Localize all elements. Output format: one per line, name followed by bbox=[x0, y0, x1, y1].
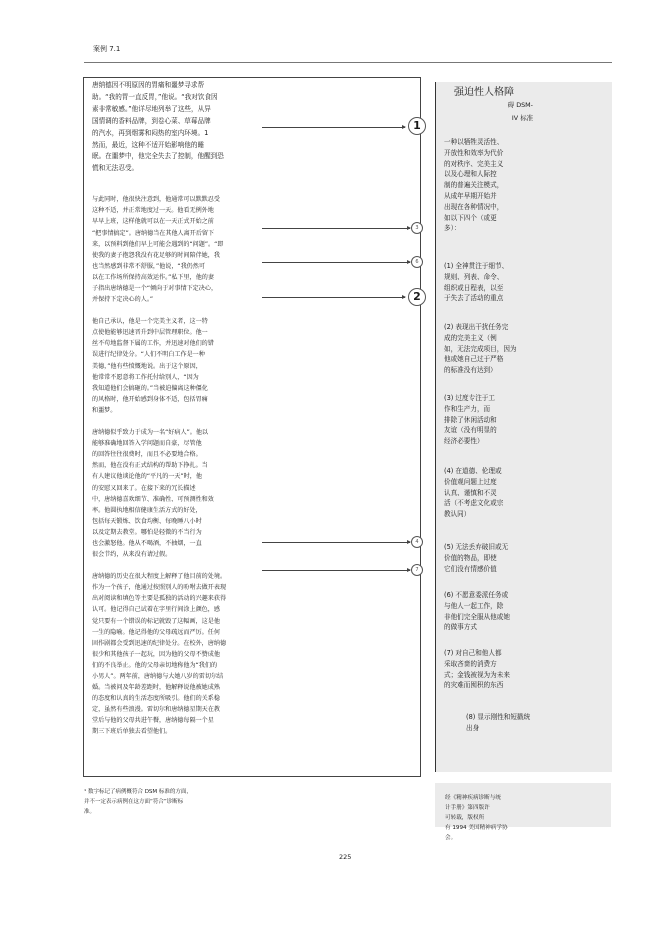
source-citation: 经《精神疾病诊断与统 计手册》第四版许 可转载，版权所 有 1994 美国精神病学协 会。 bbox=[445, 795, 508, 841]
criterion-1-text: (1) 全神贯注于细节、 规则、列表、命令、 组织或日程表，以至 于失去了活动的重点 bbox=[444, 262, 509, 303]
sidebar-title: 强迫性人格障 bbox=[454, 87, 514, 98]
arrow-to-criterion-6 bbox=[262, 262, 410, 263]
arrow-to-criterion-1 bbox=[262, 127, 405, 128]
narrative-paragraph-4: 唐纳德似乎致力于成为一名“好病人”。他以 能够准确地回答入学问题而自豪，尽管他 的回答往往很费时，而且不必要地合格。 然而，他在没有正式结构的帮助下挣扎。当 有人建议他谈论他的“平凡的一天”时，他 的安慰又回来了。在接下来的冗长描述 中，唐纳德喜欢细节、准确性、可预测性和效 率。他圆执地相信健康生活方式的好处， 包括每天锻炼、饮食均衡、每晚睡八小时 以及定期去教堂。哪怕是轻微的不当行为 也会激怒他。他从不喝酒，不抽烟，一直 很会节约，从来没有请过假。 bbox=[92, 429, 214, 559]
criterion-4-text: (4) 在道德、伦理或 价值观问题上过度 认真、谨慎和不灵 活（不考虑文化或宗 教认同） bbox=[444, 467, 504, 519]
criterion-1-callout: 1 bbox=[408, 117, 426, 135]
top-divider bbox=[84, 62, 612, 63]
arrow-to-criterion-2 bbox=[262, 297, 405, 298]
criterion-6-callout: 6 bbox=[411, 256, 423, 268]
arrow-to-criterion-4 bbox=[262, 542, 410, 543]
criterion-7-callout: 7 bbox=[411, 564, 423, 576]
criterion-5-text: (5) 无法丢弃破旧或无 价值的物品，即使 它们没有情感价值 bbox=[444, 543, 509, 573]
page-number: 225 bbox=[339, 853, 352, 861]
arrow-to-criterion-7 bbox=[262, 570, 410, 571]
narrative-paragraph-2: 与此同时，他很快注意到，他通常可以默默忍受 这种不适，并正常地度过一天。他看无例外地 早早上班，这样他就可以在一天正式开始之前 “把事情搞定”。唐纳德当在其他人离开后留下 来，以预料到他们早上可能会遇到的“问题”。“即 使我的妻子抱怨我没有花足够的时间陪伴她，我 也当然感到非常不舒服，”他说，“我仍然可 以在工作场所保持高效运作。”私下里，他的妻 子指出唐纳德是一个“倾向于对事情下定决心， 并保持下定决心的人。” bbox=[92, 196, 224, 304]
criterion-2-text: (2) 表现出干扰任务完 成的完美主义（例 如，无法完成项目，因为 他或她自己过于严格 的标准没有达到） bbox=[444, 323, 517, 375]
narrative-paragraph-1: 唐纳德因不明原因的胃痛和噩梦寻求帮 助。“我的胃一直反胃，”他说。“我对饮食因 素非常敏感。”他详尽地列举了这些，从异 国情调的香料品牌，到卷心菜、草莓品牌 的汽水，再到烟雾和闷热的室内环境。1 然而，最近，这种不适开始影响他的睡 眠。在噩梦中，他完全失去了控制，他醒到恐 慌和无法忍受。 bbox=[92, 81, 224, 173]
arrow-to-criterion-3 bbox=[262, 228, 410, 229]
criteria-intro: 一种以牺牲灵活性、 开放性和效率为代价 的对秩序、完美主义 以及心理和人际控 制的普遍关注模式， 从成年早期开始并 出现在各种情况中， 如以下四个（或更 多）： bbox=[444, 138, 504, 233]
criterion-3-text: (3) 过度专注于工 作和生产力，而 排除了休闲活动和 友谊（没有明显的 经济必要性） bbox=[444, 394, 497, 446]
criterion-4-callout: 4 bbox=[411, 536, 423, 548]
criterion-2-callout: 2 bbox=[408, 288, 426, 306]
criterion-7-text: (7) 对自己和他人都 采取吝啬的消费方 式；金钱被视为为未来 的灾难而囤积的东西 bbox=[444, 649, 510, 690]
case-label: 案例 7.1 bbox=[93, 45, 121, 53]
criterion-6-text: (6) 不愿意委派任务或 与他人一起工作，除 非他们完全服从他或她 的做事方式 bbox=[444, 591, 510, 632]
criterion-8-text: (8) 显示刚性和短戳统 出身 bbox=[466, 713, 531, 732]
narrative-paragraph-5: 唐纳德的历史在很大程度上解释了他目前的处境。 作为一个孩子，他通过按照别人的吩咐去做开表现 出对阅读和填色等主要是孤独的活动的兴趣来获得 认可。他记得自己试着在字里行间涂上颜色，感 觉只要有一个错误的标记就毁了这幅画，这是他 一生的隐喻。他记得他的父母疏远而严厉。任何 固作剧都会受到迅速的纪律处分。在校外，唐纳德 很少和其他孩子一起玩，因为他的父母不赞成他 们的不良举止。他的父母亲切地称他为“我们的 小男人”。两年前，唐纳德与大她八岁的雷切尔结 婚。当被问及年龄差距时，他解释说他被她成熟 的态度和认真的生活态度所吸引。他们的关系稳 定，虽然有些浪漫。雷切尔和唐纳德星期天在教 堂后与他的父母共进午餐，唐纳德每隔一个星 期三下班后单独去看望他们。 bbox=[92, 573, 227, 736]
criterion-3-callout: 3 bbox=[411, 222, 423, 234]
sidebar-subtitle: 碍 DSM- IV 标准 bbox=[507, 101, 533, 122]
case-narrative bbox=[92, 80, 270, 749]
footnote: ¹ 数字标记了病例概符合 DSM 标准的方面， 并不一定表示病例在这方面“符合”诊断标 准。 bbox=[84, 789, 192, 815]
narrative-paragraph-3: 他自己承认，他是一个完美主义者，这一特 点使他能够迅速晋升到中层管理职位。他一 丝不苟地监督下属的工作，并迅速对他们的错 误进行纪律处分。“人们不明白工作是一种 美德，”他有些愤慨地说。出于这个原因， 他常常不愿意将工作托付给别人，“因为 我知道他们会搞砸的。”当被迫偏离这种僵化 的风格时，他开始感到身体不适，包括胃痛 和噩梦。 bbox=[92, 318, 214, 414]
